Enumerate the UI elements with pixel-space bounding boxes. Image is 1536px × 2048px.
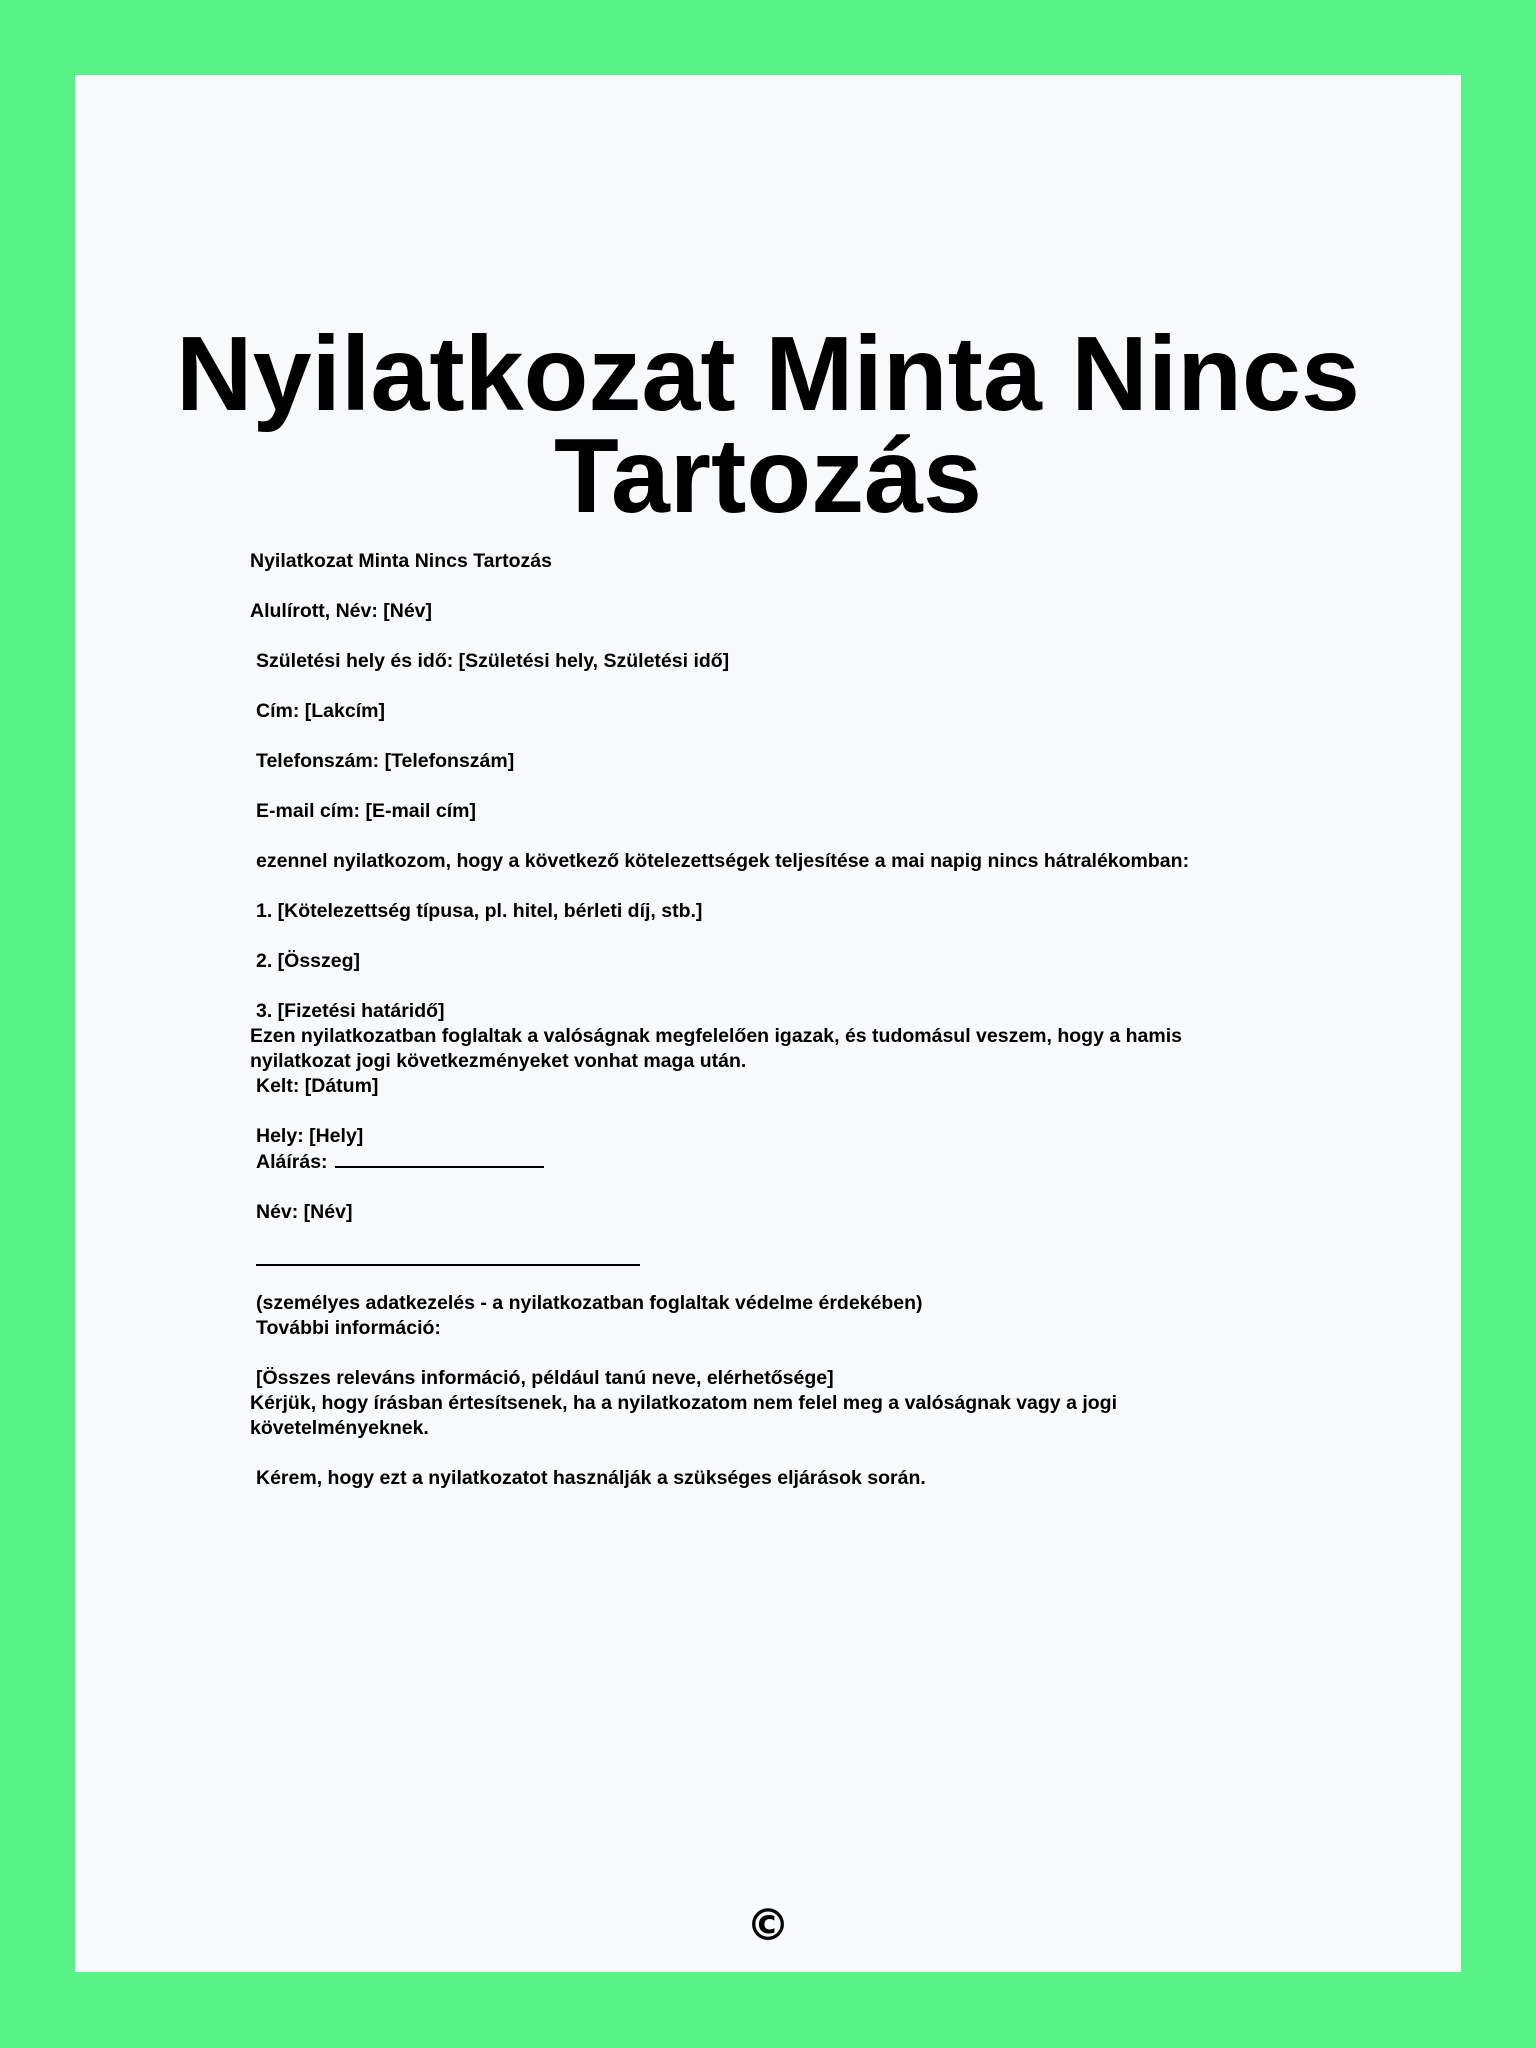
spacer	[250, 1175, 1290, 1200]
separator-line	[256, 1250, 640, 1266]
signature-line	[250, 1149, 1290, 1175]
signature-label: Aláírás:	[256, 1151, 328, 1173]
request-notice: Kérjük, hogy írásban értesítsenek, ha a nyilatkozatom nem felel meg a valóságnak vagy a jogi követelményeknek.	[250, 1392, 1117, 1439]
phone-line: Telefonszám: [Telefonszám]	[256, 750, 515, 772]
spacer	[250, 724, 1290, 749]
name-line: Alulírott, Név: [Név]	[250, 600, 433, 622]
obligation-item-1: 1. [Kötelezettség típusa, pl. hitel, bérleti díj, stb.]	[256, 900, 703, 922]
spacer	[250, 1441, 1290, 1466]
more-info-label: További információ:	[256, 1317, 441, 1339]
more-info-placeholder: [Összes releváns információ, például tanú neve, elérhetősége]	[256, 1367, 834, 1389]
spacer	[250, 924, 1290, 949]
copyright-icon: ©	[746, 1900, 790, 1951]
signature-field	[335, 1149, 544, 1168]
spacer	[250, 824, 1290, 849]
spacer	[250, 1266, 1290, 1291]
spacer	[250, 774, 1290, 799]
closing-line: Kérem, hogy ezt a nyilatkozatot használják a szükséges eljárások során.	[256, 1467, 926, 1489]
signer-name-line: Név: [Név]	[256, 1201, 353, 1223]
spacer	[250, 974, 1290, 999]
spacer	[250, 574, 1290, 599]
privacy-note: (személyes adatkezelés - a nyilatkozatban foglaltak védelme érdekében)	[256, 1292, 923, 1314]
spacer	[250, 674, 1290, 699]
email-line: E-mail cím: [E-mail cím]	[256, 800, 476, 822]
document-title: Nyilatkozat Minta Nincs Tartozás	[176, 315, 1360, 535]
place-line: Hely: [Hely]	[256, 1125, 364, 1147]
document-page	[75, 75, 1461, 1972]
truth-statement: Ezen nyilatkozatban foglaltak a valóságnak megfelelően igazak, és tudomásul veszem, hogy a hamis nyilatkozat jogi következményeket vonhat maga után.	[250, 1025, 1182, 1072]
document-heading: Nyilatkozat Minta Nincs Tartozás	[250, 550, 552, 572]
document-body	[250, 549, 1290, 1491]
spacer	[250, 874, 1290, 899]
address-line: Cím: [Lakcím]	[256, 700, 385, 722]
spacer	[250, 1341, 1290, 1366]
spacer	[250, 1099, 1290, 1124]
date-line: Kelt: [Dátum]	[256, 1075, 379, 1097]
obligation-item-2: 2. [Összeg]	[256, 950, 361, 972]
birth-line: Születési hely és idő: [Születési hely, Születési idő]	[256, 650, 730, 672]
declaration-line: ezennel nyilatkozom, hogy a következő kötelezettségek teljesítése a mai napig nincs hátralékomban:	[256, 850, 1190, 872]
spacer	[250, 624, 1290, 649]
spacer	[250, 1225, 1290, 1250]
obligation-item-3: 3. [Fizetési határidő]	[256, 1000, 445, 1022]
